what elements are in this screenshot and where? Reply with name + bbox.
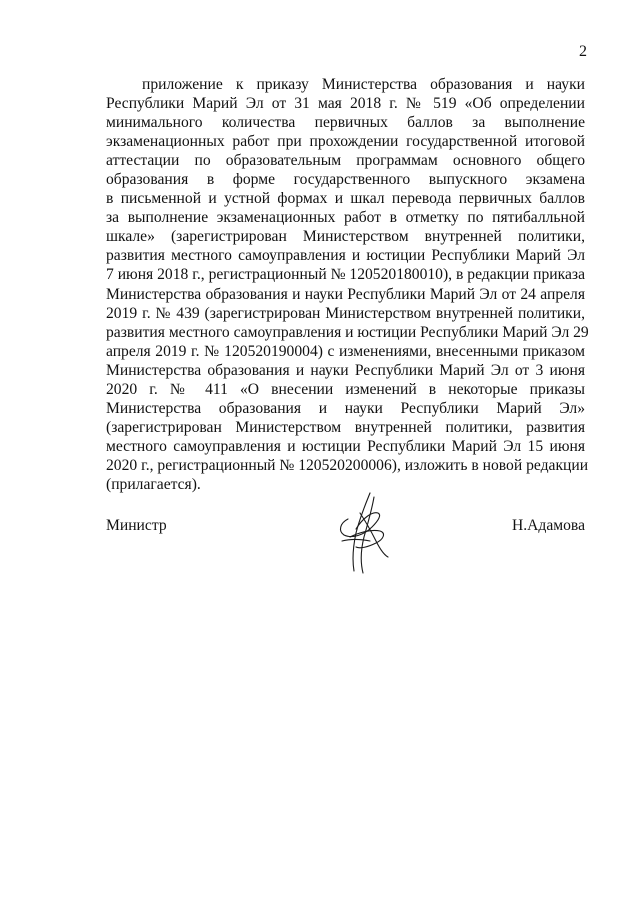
text-line: экзаменационных работ при прохождении государственной итоговой	[106, 133, 585, 151]
text-line: 7 июня 2018 г., регистрационный № 120520180010), в редакции приказа	[106, 266, 585, 284]
text-line: 2020 г. № 411 «О внесении изменений в некоторые приказы	[106, 380, 585, 398]
text-line: 2020 г., регистрационный № 120520200006), изложить в новой редакции	[106, 456, 589, 474]
body-paragraph	[106, 75, 589, 494]
text-line: Республики Марий Эл от 31 мая 2018 г. № 519 «Об определении	[106, 95, 585, 113]
text-line: местного самоуправления и юстиции Республики Марий Эл 15 июня	[106, 437, 585, 455]
text-line: (зарегистрирован Министерством внутренней политики, развития	[106, 418, 585, 436]
signature-block	[106, 511, 585, 591]
text-line: 2019 г. № 439 (зарегистрирован Министерством внутренней политики,	[106, 304, 585, 322]
text-line: шкале» (зарегистрирован Министерством внутренней политики,	[106, 228, 585, 246]
text-line: развития местного самоуправления и юстиции Республики Марий Эл	[106, 247, 585, 265]
text-line: апреля 2019 г. № 120520190004) с изменениями, внесенными приказом	[106, 342, 585, 360]
text-line: приложение к приказу Министерства образования и науки	[142, 76, 585, 93]
text-line: аттестации по образовательным программам основного общего	[106, 152, 585, 170]
text-line: (прилагается).	[106, 475, 201, 493]
text-line: минимального количества первичных баллов за выполнение	[106, 114, 585, 132]
text-line: за выполнение экзаменационных работ в отметку по пятибалльной	[106, 209, 585, 227]
handwritten-signature	[330, 489, 396, 575]
text-line: развития местного самоуправления и юстиции Республики Марий Эл 29	[106, 323, 589, 341]
text-line: Министерства образования и науки Республики Марий Эл от 3 июня	[106, 361, 585, 379]
signatory-name: Н.Адамова	[511, 517, 585, 534]
page-number: 2	[579, 43, 587, 60]
text-line: образования в форме государственного выпускного экзамена	[106, 171, 585, 189]
text-line: Министерства образования и науки Республики Марий Эл»	[106, 399, 585, 417]
text-line: Министерства образования и науки Республики Марий Эл от 24 апреля	[106, 285, 585, 303]
signatory-title: Министр	[106, 517, 167, 534]
text-line: в письменной и устной формах и шкал перевода первичных баллов	[106, 190, 585, 208]
